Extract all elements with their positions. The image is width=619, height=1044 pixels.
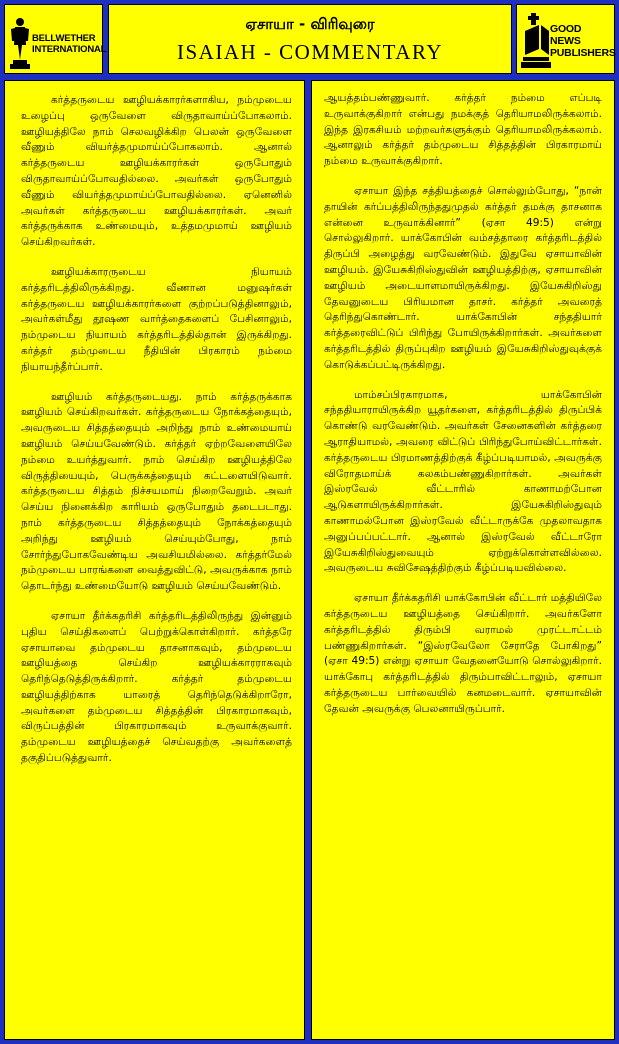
- left-column: [4, 80, 305, 1040]
- title-english: ISAIAH - COMMENTARY: [177, 40, 443, 64]
- right-column-text: [324, 91, 602, 731]
- good-news-logo-text: [550, 23, 614, 59]
- right-paragraph-2: ஏசாயா இந்த சத்தியத்தைச் சொல்லும்போது, “நான் தாயின் கர்ப்பத்திலிருந்ததுமுதல் கர்த்தர் தமக்கு தாசனாக என்னை உருவாக்கினார்” (ஏசா 49:5) என்று சொல்லுகிறார். யாக்கோபின் வம்சத்தாரை கர்த்தரிடத்தில் திருப்பி அழைத்து வரவேண்டும். இதுவே ஏசாயாவின் ஊழியம். இயேசுகிறிஸ்துவின் ஊழியத்திற்கு, ஏசாயாவின் ஊழியம் அடையாளமாயிருக்கிறது. இயேசுகிறிஸ்து தேவனுடைய பிரியமான தாசர். கர்த்தர் அவரைத் தெரிந்துகொண்டார். யாக்கோபின் சந்ததியார் கர்த்தரைவிட்டுப் பிரிந்து போயிருக்கிறார்கள். அவர்களை கர்த்தரிடத்தில் திருப்புகிற ஊழியம் இயேசுகிறிஸ்துவுக்குக் கொடுக்கப்பட்டிருக்கிறது.: [324, 184, 602, 371]
- good-news-logo: [516, 4, 615, 74]
- bellwether-logo: [4, 4, 107, 74]
- title-tamil: ஏசாயா - விரிவுரை: [245, 15, 375, 33]
- good-news-line2: PUBLISHERS: [550, 47, 616, 59]
- page-title: [108, 4, 512, 74]
- left-paragraph-1: கர்த்தருடைய ஊழியக்காரர்களாகிய, நம்முடைய உழைப்பு ஒருவேளை விருதாவாய்ப்போகலாம். ஊழியத்திலே நாம் செலவழிக்கிற பெலன் ஒருவேளை வீணும் வியர்த்தமுமாய்ப்போகலாம். ஆனால் கர்த்தருடைய ஊழியக்காரர்கள் ஒருபோதும் விருதாவாய்ப்போவதில்லை. அவர்கள் ஒருபோதும் வீணும் வியர்த்தமுமாய்ப்போவதில்லை. ஏனெனில் அவர்கள் கர்த்தருடைய ஊழியக்காரர்கள். அவர் கர்த்தருக்காக உண்மையும், உத்தமமுமாய் ஊழியம் செய்கிறவர்கள்.: [21, 94, 292, 249]
- right-paragraph-4: ஏசாயா தீர்க்கதரிசி யாக்கோபின் வீட்டார் மத்தியிலே கர்த்தருடைய ஊழியத்தை செய்கிறார். அவர்களோ கர்த்தரிடத்தில் திரும்பி வராமல் முரட்டாட்டம் பண்ணுகிறார்கள். “இஸ்ரவேலோ சேராதே போகிறது” (ஏசா 49:5) என்று ஏசாயா வேதனையோடு சொல்லுகிறார். யாக்கோபு கர்த்தரிடத்தில் திரும்பாவிட்டாலும், ஏசாயா கர்த்தருடைய பார்வையில் கனமடைவார். ஏசாயாவின் தேவன் அவருக்கு பெலனாயிருப்பார்.: [324, 592, 602, 715]
- right-column: [311, 80, 615, 1040]
- left-paragraph-2: ஊழியக்காரருடைய நியாயம் கர்த்தரிடத்திலிருக்கிறது. வீணான மனுஷர்கள் கர்த்தருடைய ஊழியக்காரர்களை குற்றப்படுத்தினாலும், அவர்கள்மீது தூஷண வார்த்தைகளைப் பேசினாலும், நம்முடைய நியாயம் கர்த்தரிடத்தில்தான் இருக்கிறது. கர்த்தர் தம்முடைய நீதியின் பிரகாரம் நம்மை நியாயந்தீர்ப்பார்.: [21, 265, 292, 373]
- right-paragraph-3: மாம்சப்பிரகாரமாக, யாக்கோபின் சந்ததியாராயிருக்கிற யூதர்களை, கர்த்தரிடத்தில் திருப்பிக் கொண்டு வரவேண்டும். அவர்கள் சேனைகளின் கர்த்தரை ஆராதியாமல், அவரை விட்டுப் பிரிந்துபோய்விட்டார்கள். கர்த்தருடைய பிரமாணத்திற்குக் கீழ்ப்படியாமல், அவருக்கு விரோதமாய்க் கலகம்பண்ணுகிறார்கள். அவர்கள் இஸ்ரவேல் வீட்டாரில் காணாமற்போன ஆடுகளாயிருக்கிறார்கள். இயேசுகிறிஸ்துவும் காணாமல்போன இஸ்ரவேல் வீட்டாருக்கே முதலாவதாக அனுப்பப்பட்டார். ஆனால் இஸ்ரவேல் வீட்டாரோ இயேசுகிறிஸ்துவையும் ஏற்றுக்கொள்ளவில்லை. அவருடைய சுவிசேஷத்திற்கும் கீழ்ப்படியவில்லை.: [324, 388, 602, 575]
- left-paragraph-3: ஊழியம் கர்த்தருடையது. நாம் கர்த்தருக்காக ஊழியம் செய்கிறவர்கள். கர்த்தருடைய நோக்கத்தையும், அவருடைய சித்தத்தையும் அறிந்து நாம் உண்மையாய் ஊழியம் செய்யவேண்டும். கர்த்தர் ஏற்றவேளையிலே நம்மை உயர்த்துவார். நாம் செய்கிற ஊழியத்திலே விருத்தியையும், பெருக்கத்தையும் கட்டளையிடுவார். கர்த்தருடைய சித்தம் நிச்சயமாய் நிறைவேறும். அவர் செய்ய நினைக்கிற காரியம் ஒருபோதும் தடைபடாது. நாம் கர்த்தருடைய சித்தத்தையும் நோக்கத்தையும் அறிந்து ஊழியம் செய்யும்போது, நாம் சோர்ந்துபோகவேண்டிய அவசியமில்லை. கர்த்தர்மேல் நம்முடைய பாரங்களை வைத்துவிட்டு, அவருக்காக நாம் தொடர்ந்து உண்மையோடு ஊழியம் செய்யவேண்டும்.: [21, 390, 292, 593]
- left-paragraph-4: ஏசாயா தீர்க்கதரிசி கர்த்தரிடத்திலிருந்து இன்னும் புதிய செய்திகளைப் பெற்றுக்கொள்கிறார். கர்த்தரே ஏசாயாவை தம்முடைய தாசனாகவும், தம்முடைய ஊழியத்தை செய்கிற ஊழியக்காரராகவும் தெரிந்தெடுத்திருக்கிறார். கர்த்தர் தம்முடைய ஊழியத்திற்காக யாரைத் தெரிந்தெடுக்கிறாரோ, அவர்களை தம்முடைய சித்தத்தின் பிரகாரமாகவும், விருப்பத்தின் பிரகாரமாகவும் உருவாக்குவார். தம்முடைய ஊழியத்தைச் செய்வதற்கு அவர்களைத் தகுதிப்படுத்துவார்.: [21, 609, 292, 765]
- good-news-line1: GOOD NEWS: [550, 23, 582, 47]
- bellwether-line2: INTERNATIONAL: [32, 44, 107, 55]
- bellwether-line1: BELLWETHER: [32, 33, 96, 44]
- bellwether-logo-text: [32, 33, 107, 55]
- left-column-text: [21, 93, 292, 781]
- right-paragraph-1: ஆயத்தம்பண்ணுவார். கர்த்தர் நம்மை எப்படி உருவாக்குகிறார் என்பது நமக்குத் தெரியாமலிருக்கலாம். இந்த இரகசியம் மற்றவர்களுக்கும் தெரியாமலிருக்கலாம். ஆனாலும் கர்த்தர் தம்முடைய சித்தத்தின் பிரகாரமாய் நம்மை உருவாக்குகிறார்.: [324, 92, 602, 168]
